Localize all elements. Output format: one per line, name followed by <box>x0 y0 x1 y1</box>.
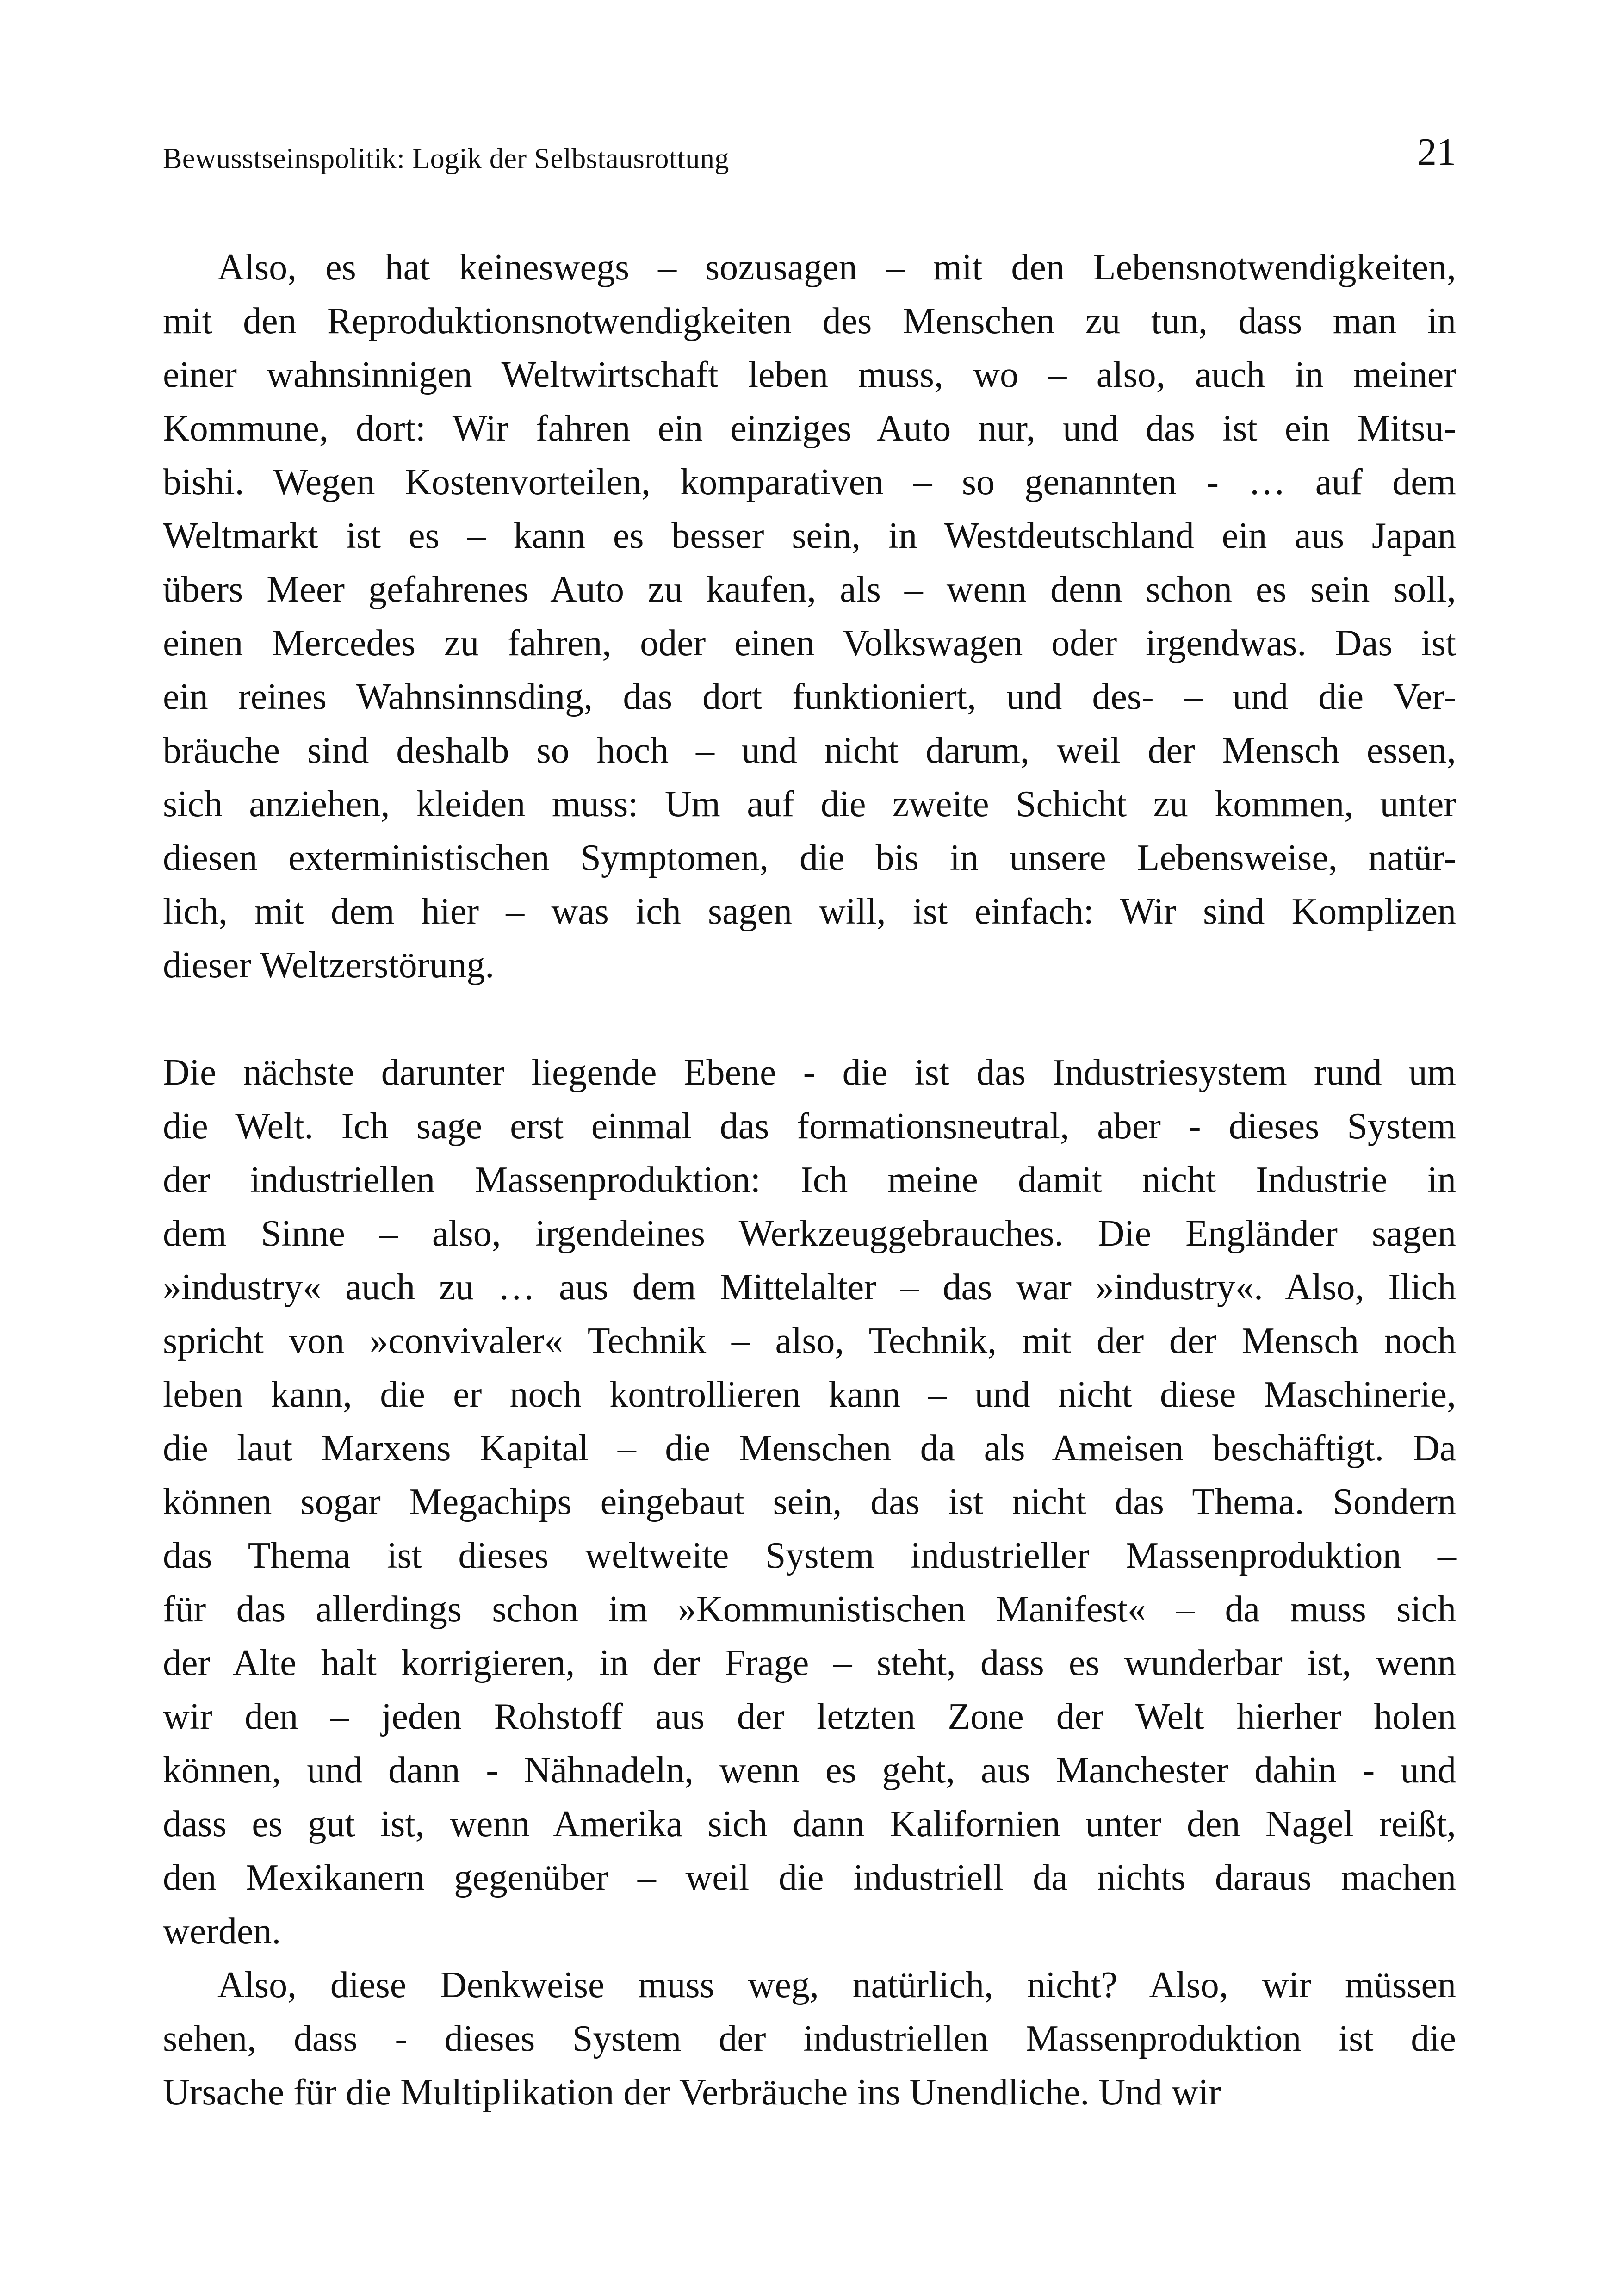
text-line: den Mexikanern gegenüber – weil die industriell da nichts daraus machen <box>163 1857 1456 1898</box>
text-line: Kommune, dort: Wir fahren ein einziges Auto nur, und das ist ein Mitsu- <box>163 408 1456 449</box>
text-line: diesen exterministischen Symptomen, die bis in unsere Lebensweise, natür- <box>163 838 1456 878</box>
text-line: »industry« auch zu … aus dem Mittelalter – das war »industry«. Also, Ilich <box>163 1267 1456 1308</box>
text-line: ein reines Wahnsinnsding, das dort funktioniert, und des- – und die Ver- <box>163 676 1456 717</box>
text-line: dass es gut ist, wenn Amerika sich dann Kalifornien unter den Nagel reißt, <box>163 1804 1456 1844</box>
body-text <box>163 241 1456 2119</box>
text-line: lich, mit dem hier – was ich sagen will, ist einfach: Wir sind Komplizen <box>163 891 1456 932</box>
text-line: können sogar Megachips eingebaut sein, das ist nicht das Thema. Sondern <box>163 1482 1456 1522</box>
text-line: einer wahnsinnigen Weltwirtschaft leben muss, wo – also, auch in meiner <box>163 354 1456 395</box>
text-line: die laut Marxens Kapital – die Menschen da als Ameisen beschäftigt. Da <box>163 1428 1456 1469</box>
text-line: dieser Weltzerstörung. <box>163 945 495 986</box>
text-line: bräuche sind deshalb so hoch – und nicht darum, weil der Mensch essen, <box>163 730 1456 771</box>
text-line: Ursache für die Multiplikation der Verbräuche ins Unendliche. Und wir <box>163 2072 1221 2113</box>
text-line: mit den Reproduktionsnotwendigkeiten des Menschen zu tun, dass man in <box>163 301 1456 341</box>
text-line: Also, diese Denkweise muss weg, natürlich, nicht? Also, wir müssen <box>217 1965 1456 2005</box>
text-line: sehen, dass - dieses System der industriellen Massenproduktion ist die <box>163 2018 1456 2059</box>
paragraph-1 <box>163 241 1456 992</box>
text-line: Die nächste darunter liegende Ebene - die ist das Industriesystem rund um <box>163 1052 1456 1093</box>
paragraph-3 <box>163 1958 1456 2119</box>
text-line: leben kann, die er noch kontrollieren kann – und nicht diese Maschinerie, <box>163 1374 1456 1415</box>
text-line: der industriellen Massenproduktion: Ich meine damit nicht Industrie in <box>163 1160 1456 1200</box>
text-line: werden. <box>163 1911 281 1952</box>
text-line: spricht von »convivaler« Technik – also, Technik, mit der der Mensch noch <box>163 1321 1456 1361</box>
text-line: dem Sinne – also, irgendeines Werkzeuggebrauches. Die Engländer sagen <box>163 1213 1456 1254</box>
text-line: der Alte halt korrigieren, in der Frage – steht, dass es wunderbar ist, wenn <box>163 1643 1456 1683</box>
page-number: 21 <box>1417 130 1456 174</box>
running-title: Bewusstseinspolitik: Logik der Selbstausrottung <box>163 143 729 174</box>
text-line: einen Mercedes zu fahren, oder einen Volkswagen oder irgendwas. Das ist <box>163 623 1456 664</box>
text-line: sich anziehen, kleiden muss: Um auf die zweite Schicht zu kommen, unter <box>163 784 1456 825</box>
text-line: das Thema ist dieses weltweite System industrieller Massenproduktion – <box>163 1535 1456 1576</box>
text-line: Also, es hat keineswegs – sozusagen – mit den Lebensnotwendigkeiten, <box>217 247 1456 288</box>
text-line: wir den – jeden Rohstoff aus der letzten Zone der Welt hierher holen <box>163 1696 1456 1737</box>
text-line: die Welt. Ich sage erst einmal das formationsneutral, aber - dieses System <box>163 1106 1456 1147</box>
paragraph-2 <box>163 1046 1456 1958</box>
text-line: können, und dann - Nähnadeln, wenn es geht, aus Manchester dahin - und <box>163 1750 1456 1791</box>
text-line: für das allerdings schon im »Kommunistischen Manifest« – da muss sich <box>163 1589 1456 1630</box>
text-line: übers Meer gefahrenes Auto zu kaufen, als – wenn denn schon es sein soll, <box>163 569 1456 610</box>
text-line: bishi. Wegen Kostenvorteilen, komparativen – so genannten - … auf dem <box>163 462 1456 503</box>
text-line: Weltmarkt ist es – kann es besser sein, in Westdeutschland ein aus Japan <box>163 515 1456 556</box>
book-page <box>163 0 1456 2296</box>
running-header <box>163 130 1456 185</box>
